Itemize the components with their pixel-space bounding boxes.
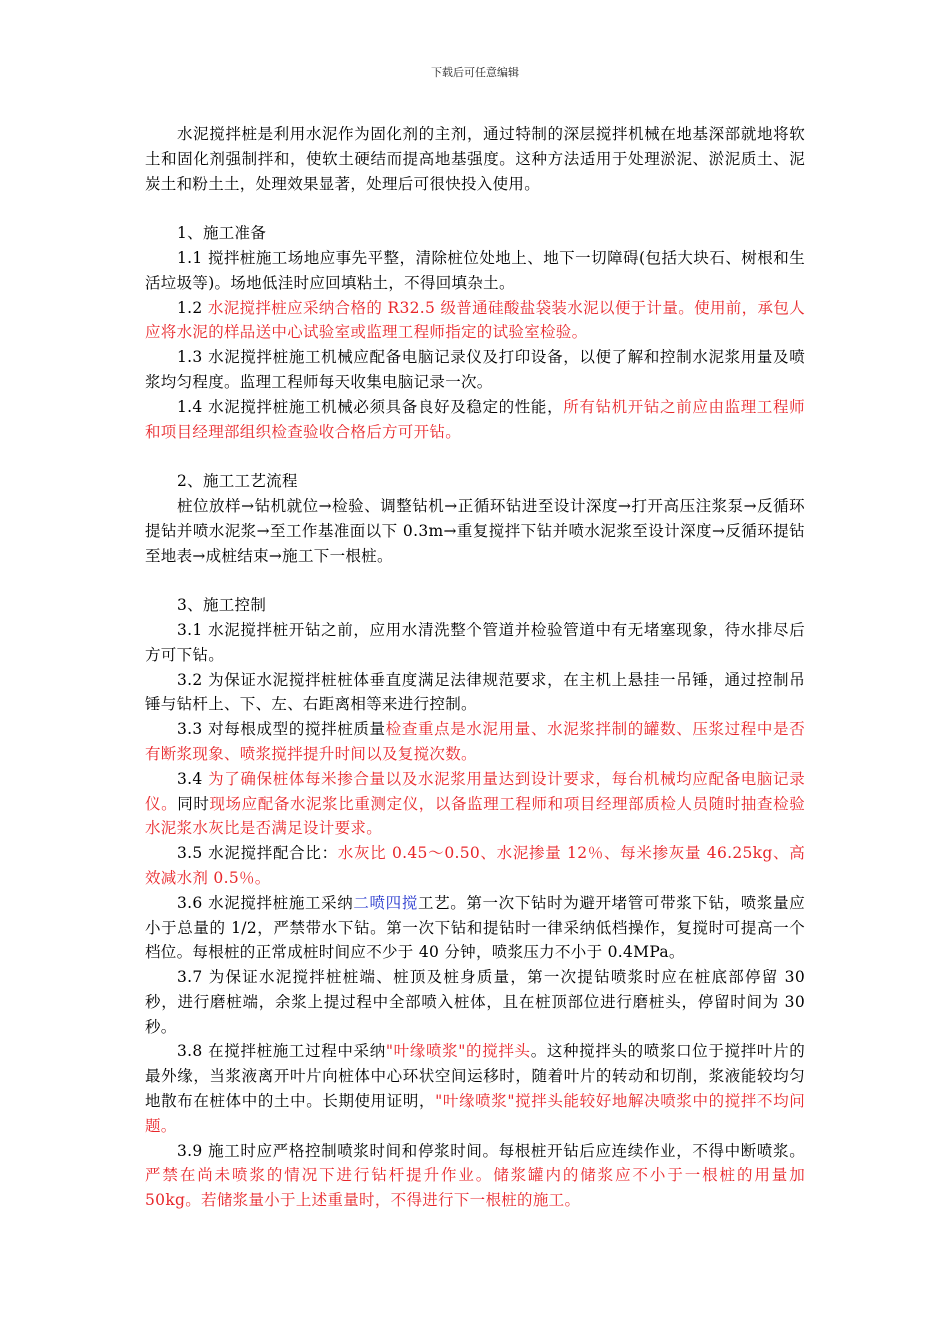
text-run: 1.4 水泥搅拌桩施工机械必须具备良好及稳定的性能， bbox=[177, 397, 564, 416]
red-text-run: 检查重点是水泥用量、水泥浆拌制的罐数、压浆过程中是否有断浆现象、喷浆搅拌提升时间以及复搅次数。 bbox=[145, 720, 805, 763]
text-run: 3、施工控制 bbox=[177, 596, 267, 615]
text-run: 工艺。第一次下钻时为避开堵管可带浆下钻，喷浆量应小于总量的 1/2，严禁带水下钻。第一次下钻和提钻时一律采纳低档操作，复搅时可提高一个档位。每根桩的正常成桩时间应不少于 40 分钟，喷浆压力不小于 0.4MPa。 bbox=[145, 893, 806, 962]
blue-text-run: 二喷四搅 bbox=[353, 893, 418, 912]
paragraph-gap bbox=[145, 196, 805, 221]
text-run: 2、施工工艺流程 bbox=[177, 472, 298, 491]
paragraph bbox=[145, 494, 805, 568]
text-run: 1.2 bbox=[177, 298, 208, 317]
text-run: 3.7 为保证水泥搅拌桩桩端、桩顶及桩身质量，第一次提钻喷浆时应在桩底部停留 30 秒，进行磨桩端，余浆上提过程中全部喷入桩体，且在桩顶部位进行磨桩头，停留时间为 30 秒。 bbox=[145, 968, 805, 1036]
page-header: 下载后可任意编辑 bbox=[431, 66, 519, 79]
text-run: 3.4 bbox=[177, 769, 209, 788]
text-run: 同时 bbox=[177, 794, 210, 813]
paragraph bbox=[145, 668, 805, 718]
paragraph bbox=[145, 891, 805, 965]
text-run: 。这种搅拌头的喷浆口位于搅拌叶片的最外缘，当浆液离开叶片向桩体中心环状空间运移时，随着叶片的转动和切削，浆液能较均匀地散布在桩体中的土中。长期使用证明， bbox=[145, 1042, 805, 1111]
red-text-run: 严禁在尚未喷浆的情况下进行钻杆提升作业。储浆罐内的储浆应不小于一根桩的用量加 50kg。若储浆量小于上述重量时，不得进行下一根桩的施工。 bbox=[145, 1166, 805, 1210]
paragraph-gap bbox=[145, 444, 805, 469]
paragraph-gap bbox=[145, 568, 805, 593]
document-body bbox=[145, 122, 805, 1213]
text-run: 1、施工准备 bbox=[177, 224, 267, 243]
text-run: 水泥搅拌桩是利用水泥作为固化剂的主剂，通过特制的深层搅拌机械在地基深部就地将软土和固化剂强制拌和，使软土硬结而提高地基强度。这种方法适用于处理淤泥、淤泥质土、泥炭土和粉土土，处理效果显著，处理后可很快投入使用。 bbox=[145, 125, 805, 193]
paragraph bbox=[145, 345, 805, 395]
paragraph bbox=[145, 469, 805, 494]
paragraph bbox=[145, 841, 805, 891]
text-run: 3.8 在搅拌桩施工过程中采纳 bbox=[177, 1042, 386, 1061]
text-run: 3.2 为保证水泥搅拌桩桩体垂直度满足法律规范要求，在主机上悬挂一吊锤，通过控制吊锤与钻杆上、下、左、右距离相等来进行控制。 bbox=[145, 670, 805, 714]
red-text-run: "叶缘喷浆"搅拌头能较好地解决喷浆中的搅拌不均问题。 bbox=[145, 1092, 805, 1135]
red-text-run: 水泥搅拌桩应采纳合格的 R32.5 级普通硅酸盐袋装水泥以便于计量。使用前，承包人应将水泥的样品送中心试验室或监理工程师指定的试验室检验。 bbox=[145, 298, 806, 342]
paragraph bbox=[145, 767, 805, 841]
text-run: 3.3 对每根成型的搅拌桩质量 bbox=[177, 720, 386, 739]
text-run: 3.5 水泥搅拌配合比： bbox=[177, 844, 338, 863]
red-text-run: 现场应配备水泥浆比重测定仪，以备监理工程师和项目经理部质检人员随时抽查检验水泥浆水灰比是否满足设计要求。 bbox=[145, 794, 805, 838]
text-run: 3.1 水泥搅拌桩开钻之前，应用水清洗整个管道并检验管道中有无堵塞现象，待水排尽后方可下钻。 bbox=[145, 620, 805, 664]
paragraph bbox=[145, 965, 805, 1039]
text-run: 3.6 水泥搅拌桩施工采纳 bbox=[177, 893, 354, 912]
paragraph bbox=[145, 122, 805, 196]
paragraph bbox=[145, 593, 805, 618]
red-text-run: "叶缘喷浆"的搅拌头 bbox=[385, 1042, 531, 1061]
paragraph bbox=[145, 618, 805, 668]
text-run: 3.9 施工时应严格控制喷浆时间和停浆时间。每根桩开钻后应连续作业，不得中断喷浆。 bbox=[177, 1141, 805, 1160]
text-run: 1.1 搅拌桩施工场地应事先平整，清除桩位处地上、地下一切障碍(包括大块石、树根和生活垃圾等)。场地低洼时应回填粘土，不得回填杂土。 bbox=[145, 248, 805, 292]
paragraph bbox=[145, 1039, 805, 1138]
text-run: 桩位放样→钻机就位→检验、调整钻机→正循环钻进至设计深度→打开高压注浆泵→反循环提钻并喷水泥浆→至工作基准面以下 0.3m→重复搅拌下钻并喷水泥浆至设计深度→反循环提钻至地表→成桩结束→施工下一根桩。 bbox=[145, 496, 805, 565]
red-text-run: 水灰比 0.45～0.50、水泥掺量 12％、每米掺灰量 46.25kg、高效减水剂 0.5％。 bbox=[145, 844, 805, 887]
paragraph bbox=[145, 1139, 805, 1213]
paragraph bbox=[145, 221, 805, 246]
red-text-run: 为了确保桩体每米掺合量以及水泥浆用量达到设计要求，每台机械均应配备电脑记录仪。 bbox=[145, 769, 805, 813]
paragraph bbox=[145, 717, 805, 767]
paragraph bbox=[145, 246, 805, 296]
red-text-run: 所有钻机开钻之前应由监理工程师和项目经理部组织检查验收合格后方可开钻。 bbox=[145, 397, 805, 441]
text-run: 1.3 水泥搅拌桩施工机械应配备电脑记录仪及打印设备，以便了解和控制水泥浆用量及喷浆均匀程度。监理工程师每天收集电脑记录一次。 bbox=[145, 348, 805, 391]
paragraph bbox=[145, 395, 805, 445]
paragraph bbox=[145, 296, 805, 346]
